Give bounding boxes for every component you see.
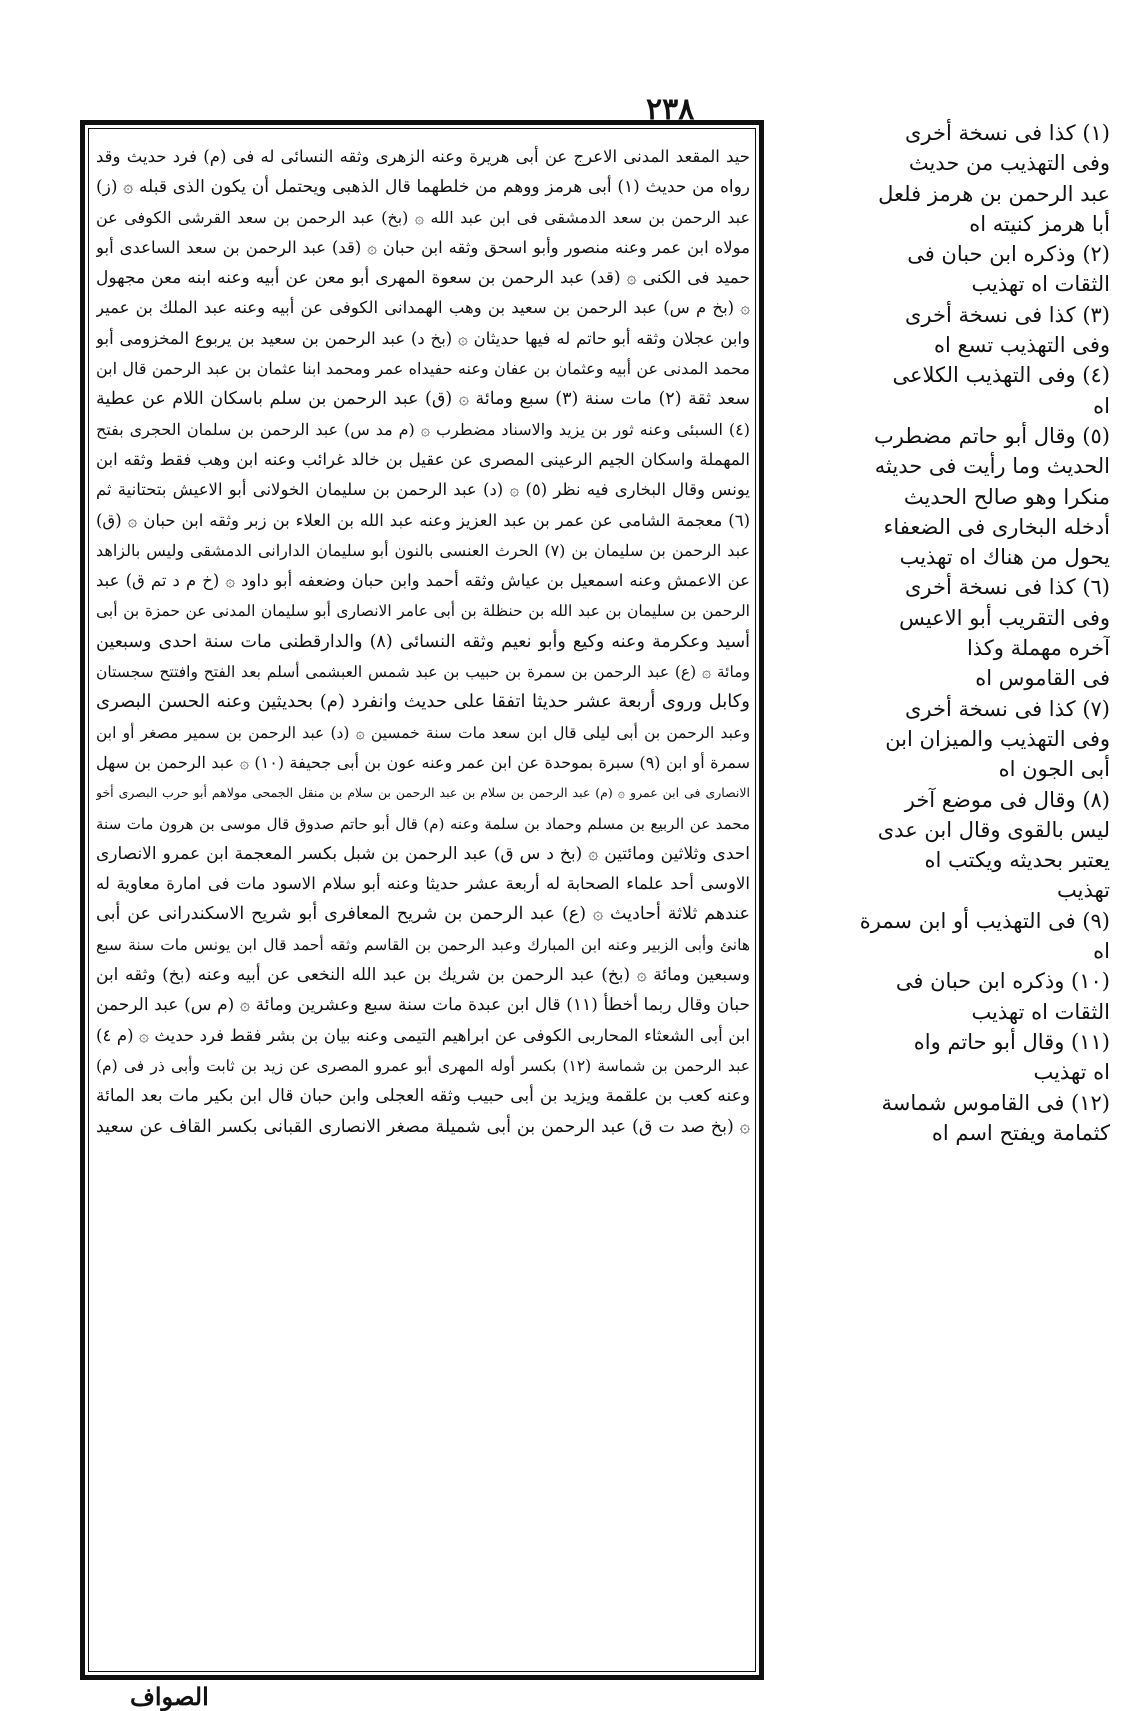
main-text-line: ومائة ۞ (ع) عبد الرحمن بن سمرة بن حبيب بن عبد شمس العبشمى أسلم بعد الفتح وافتتح سجستان [96,663,750,682]
margin-note-line: (٤) وفى التهذيب الكلاعى [892,363,1110,388]
margin-note-line: عبد الرحمن بن هرمز فلعل [878,181,1110,206]
main-text-line: وابن عجلان وثقه أبو حاتم له فيها حديثان ۞ (بخ د) عبد الرحمن بن سعيد بن يربوع المخزومى أبو [96,328,750,348]
margin-note-line: (٧) كذا فى نسخة أخرى [904,696,1110,721]
main-text-line: ۞ (بخ صد ت ق) عبد الرحمن بن أبى شميلة مصغر الانصارى القبانى بكسر القاف عن سعيد [96,1116,750,1137]
margin-note-line: منكرا وهو صالح الحديث [903,484,1110,509]
margin-note-line: اه تهذيب [1033,1060,1110,1085]
main-text-line: حميد فى الكنى ۞ (قد) عبد الرحمن بن سعوة المهرى أبو معن عن أبيه وعنه ابنه معن مجهول [96,268,750,289]
margin-note-line: وفى التهذيب والميزان ابن [885,726,1110,751]
main-text-line: عن الاعمش وعنه اسمعيل بن عياش وثقه أحمد وابن حبان وضعفه أبو داود ۞ (خ م د تم ق) عبد [96,571,750,591]
margin-note-line: يعتبر بحديثه ويكتب اه [924,848,1110,873]
main-text-line: حبان وقال ربما أخطأ (١١) قال ابن عبدة مات سنة سبع وعشرين ومائة ۞ (م س) عبد الرحمن [96,995,750,1016]
main-text-line: أسيد وعكرمة وعنه وكيع وأبو نعيم وثقه النسائى (٨) والدارقطنى مات سنة احدى وسبعين [96,631,750,652]
main-text-line: الانصارى فى ابن عمرو ۞ (م) عبد الرحمن بن سلام بن عبد الرحمن بن سلام بن منقل الجمحى مولاهم أبو حرب البصرى أخو [96,785,750,801]
main-text-line: وعنه كعب بن علقمة ويزيد بن أبى حبيب وثقه العجلى وابن حبان قال ابن بكير مات بعد المائة [96,1086,750,1107]
main-text-line: ابن أبى الشعثاء المحاربى الكوفى عن ابراهيم التيمى وعنه بيان بن بشر فقط فرد حديث ۞ (م ٤) [96,1025,750,1045]
main-text-block [96,142,750,1672]
main-text-line: سعد ثقة (٢) مات سنة (٣) سبع ومائة ۞ (ق) عبد الرحمن بن سلم باسكان اللام عن عطية [96,389,750,410]
main-text-line: مولاه ابن عمر وعنه منصور وأبو اسحق وثقه ابن حبان ۞ (قد) عبد الرحمن بن سعد الساعدى أبو [96,237,750,257]
margin-note-line: آخره مهملة وكذا [966,636,1110,661]
main-text-line: عبد الرحمن بن شماسة (١٢) بكسر أوله المهرى أبو عمرو المصرى عن زيد بن ثابت وأبى ذر فى (م) [96,1056,750,1075]
main-text-line: هانئ وأبى الزبير وعنه ابن المبارك وعبد الرحمن بن القاسم وثقه أحمد قال ابن يونس مات سنة سبع [96,935,750,954]
main-text-line: الاوسى أحد علماء الصحابة له أربعة عشر حديثا وعنه أبو سلام الاسود مات فى امارة معاوية له [96,874,750,894]
margin-note-line: (١٠) وذكره ابن حبان فى [895,969,1110,994]
margin-note-line: (١٢) فى القاموس شماسة [881,1090,1110,1115]
margin-note-line: يحول من هناك اه تهذيب [899,545,1110,570]
margin-note-line: وفى التقريب أبو الاعيس [899,605,1110,630]
margin-note-line: فى القاموس اه [975,666,1110,691]
main-text-line: عبد الرحمن بن سعد الدمشقى فى ابن عبد الله ۞ (بخ) عبد الرحمن بن سعد القرشى الكوفى عن [96,207,750,227]
margin-note-line: أدخله البخارى فى الضعفاء [883,514,1110,539]
main-text-line: الرحمن بن سليمان بن عبد الله بن حنظلة بن أبى عامر الانصارى أبو سليمان المدنى عن حمزة بن أبى [96,602,750,621]
main-text-line: محمد عن الربيع بن مسلم وحماد بن سلمة وعنه (م) قال أبو حاتم صدوق قال موسى بن هرون مات سنة [96,814,750,833]
margin-note-line: ليس بالقوى وقال ابن عدى [877,817,1110,842]
main-text-line: سمرة أو ابن (٩) سبرة بموحدة عن ابن عمر وعنه عون بن أبى جحيفة (١٠) ۞ عبد الرحمن بن سهل [96,752,750,772]
main-text-line: يونس وقال البخارى فيه نظر (٥) ۞ (د) عبد الرحمن بن سليمان الخولانى أبو الاعيش بتحتانية ثم [96,480,750,500]
main-text-line: عبد الرحمن بن سليمان بن (٧) الحرث العنسى بالنون أبو سليمان الدارانى الدمشقى وليس بالزاهد [96,540,750,560]
margin-note-line: وفى التهذيب من حديث [908,151,1110,176]
main-text-line: (٤) السبئى وعنه ثور بن يزيد والاسناد مضطرب ۞ (م مد س) عبد الرحمن بن سلمان الحجرى بفتح [96,419,750,439]
main-text-line: رواه من حديث (١) أبى هرمز ووهم من خلطهما قال الذهبى ويحتمل أن يكون الذى قبله ۞ (ز) [96,177,750,198]
margin-note-line: اه [1093,393,1110,418]
margin-note-line: (٥) وقال أبو حاتم مضطرب [874,423,1110,448]
catchword: الصواف [130,1682,209,1711]
margin-note-line: (٢) وذكره ابن حبان فى [907,242,1110,267]
margin-note-line: أبى الجون اه [998,757,1110,782]
main-text-line: وكابل وروى أربعة عشر حديثا اتفقا على حديث وانفرد (م) بحديثين وعنه الحسن البصرى [96,691,750,713]
margin-note-line: (٣) كذا فى نسخة أخرى [904,302,1110,327]
margin-note-line: (٩) فى التهذيب أو ابن سمرة [859,908,1110,933]
margin-note-line: اه [1093,939,1110,964]
main-text-line: وعبد الرحمن بن أبى ليلى قال ابن سعد مات سنة خمسين ۞ (د) عبد الرحمن بن سمير مصغر أو ابن [96,723,750,742]
main-text-line: حيد المقعد المدنى الاعرج عن أبى هريرة وعنه الزهرى وثقه النسائى له فى (م) فرد حديث وقد [96,147,750,166]
main-text-line: وسبعين ومائة ۞ (بخ) عبد الرحمن بن شريك بن عبد الله النخعى عن أبيه وعنه (بخ) وثقه ابن [96,965,750,986]
page-number: ٢٣٨ [646,92,695,127]
main-text-line: المهملة واسكان الجيم الرعينى المصرى عن عقيل بن خالد غرائب وعنه ابن وهب فقط وثقه ابن [96,449,750,469]
margin-note-line: كثمامة ويفتح اسم اه [931,1120,1110,1145]
margin-note-line: تهذيب [1056,878,1110,903]
main-text-line: ۞ (بخ م س) عبد الرحمن بن سعيد بن وهب الهمدانى الكوفى عن أبيه وعنه عبد الملك بن عمير [96,298,750,318]
main-text-line: محمد المدنى عن أبيه وعثمان بن عفان وعنه حفيداه عمر ومحمد ابنا عثمان بن عبد الرحمن قال ابن [96,359,750,379]
margin-notes [770,118,1110,1658]
main-text-line: عندهم ثلاثة أحاديث ۞ (ع) عبد الرحمن بن شريح المعافرى أبو شريح الاسكندرانى عن أبى [96,904,750,925]
margin-note-line: الثقات اه تهذيب [971,272,1110,297]
margin-note-line: أبا هرمز كنيته اه [969,211,1110,236]
margin-note-line: الحديث وما رأيت فى حديثه [874,454,1110,479]
margin-note-line: (١١) وقال أبو حاتم واه [913,1029,1110,1054]
main-text-line: (٦) معجمة الشامى عن عمر بن عبد العزيز وعنه عبد الله بن العلاء بن زبر وثقه ابن حبان ۞ (ق) [96,510,750,530]
margin-note-line: (٦) كذا فى نسخة أخرى [904,575,1110,600]
main-text-line: احدى وثلاثين ومائتين ۞ (بخ د س ق) عبد الرحمن بن شبل بكسر المعجمة ابن عمرو الانصارى [96,843,750,864]
margin-note-line: الثقات اه تهذيب [971,999,1110,1024]
margin-note-line: (١) كذا فى نسخة أخرى [904,121,1110,145]
margin-note-line: وفى التهذيب تسع اه [933,333,1110,358]
margin-note-line: (٨) وقال فى موضع آخر [904,787,1110,812]
